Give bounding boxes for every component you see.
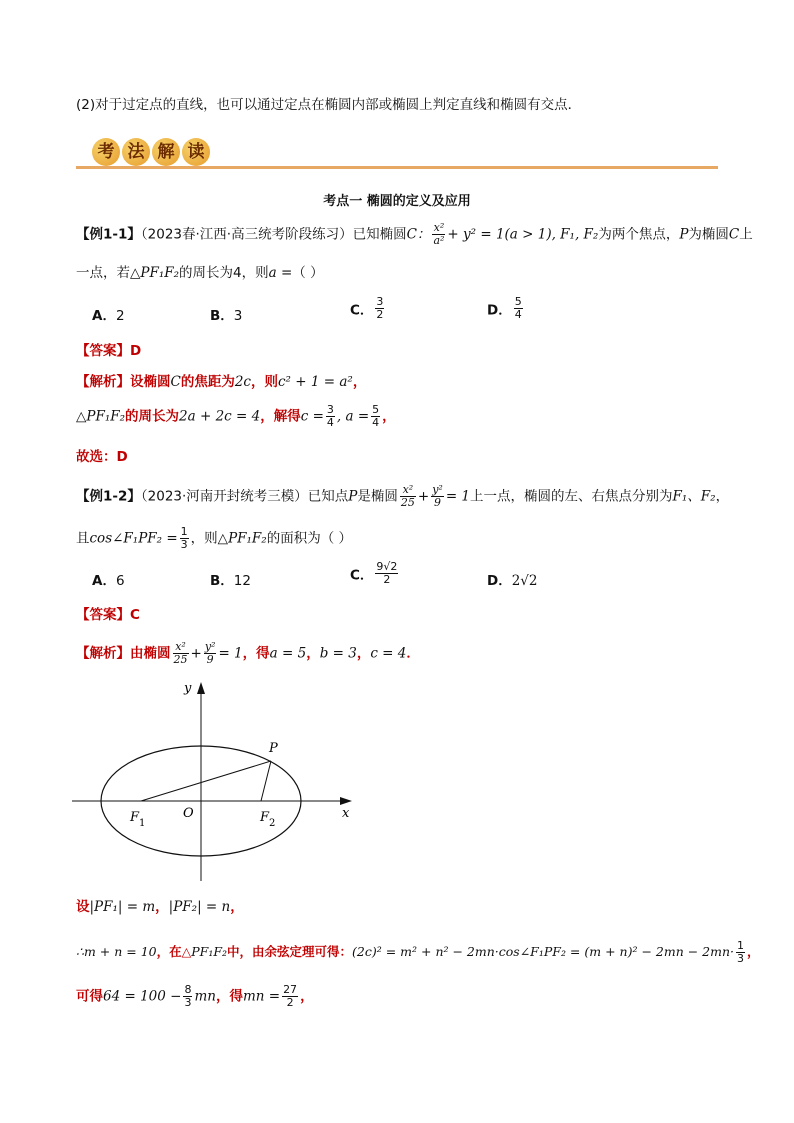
x-axis-label: x	[342, 806, 350, 821]
analysis-math: c² + 1 = a²	[278, 374, 353, 390]
solution-math: mn	[194, 988, 216, 1005]
f1-subscript: 1	[139, 818, 146, 829]
frac-den: 4	[326, 416, 334, 429]
frac-den: 2	[376, 308, 384, 321]
example2-foci: F₁、F₂	[672, 488, 716, 505]
example2-text: 是椭圆	[357, 488, 398, 505]
line-f1-p	[141, 761, 271, 801]
option-value: 2√2	[511, 573, 538, 589]
origin-label: O	[183, 806, 194, 821]
frac-num: 27	[283, 983, 298, 996]
analysis-text: ，则	[251, 374, 278, 390]
option-label: C．	[350, 302, 374, 319]
example1-option-d[interactable]	[487, 296, 525, 321]
solution-text: 中，由余弦定理可得：	[227, 944, 353, 959]
example2-text: 的面积为（ ）	[266, 530, 353, 547]
analysis-fraction-y	[204, 641, 217, 666]
frac-den: 3	[180, 538, 188, 551]
analysis-math: c = 4	[370, 645, 407, 662]
analysis-math: PF₁F₂	[86, 408, 126, 425]
banner-char-2: 法	[122, 138, 150, 166]
analysis-text: ，解得	[260, 408, 301, 425]
example1-ellipse-c: C	[728, 226, 740, 243]
solution-math: ∴m + n = 10	[76, 944, 157, 959]
option-label: D．	[487, 573, 512, 589]
example2-text: ，则△	[190, 530, 229, 547]
analysis-math: a = 5	[269, 645, 307, 662]
example2-text: ，	[715, 488, 730, 505]
frac-den: 4	[514, 308, 522, 321]
analysis-fraction	[326, 404, 335, 429]
analysis-text: 设椭圆	[130, 374, 171, 390]
solution-text: ，得	[215, 988, 243, 1005]
example1-triangle: PF₁F₂	[140, 265, 180, 281]
example2-answer	[76, 606, 140, 624]
frac-num: 1	[180, 525, 188, 538]
f1-label	[129, 810, 145, 829]
example1-option-a[interactable]	[92, 304, 125, 324]
choose-tag: 故选：	[76, 449, 117, 465]
example2-option-d[interactable]	[487, 569, 538, 589]
f2-subscript: 2	[269, 818, 276, 829]
example1-option-b[interactable]	[210, 304, 242, 324]
example2-cos: cos∠F₁PF₂ =	[89, 530, 178, 547]
option-value: 3	[233, 308, 243, 324]
y-axis-arrow	[197, 682, 205, 694]
solution-text: 可得	[76, 988, 103, 1005]
solution-text: ，	[300, 988, 314, 1005]
analysis-math: = 1	[218, 645, 243, 662]
example1-analysis-line1	[76, 373, 366, 391]
solution-text: 设	[76, 899, 90, 915]
solution-line2	[76, 940, 760, 965]
y-axis-label: y	[184, 681, 192, 696]
option-value: 12	[233, 573, 251, 589]
example1-blank: （ ）	[292, 265, 324, 281]
frac-den: 9	[206, 653, 214, 666]
frac-den: 3	[184, 996, 192, 1009]
banner-underline	[76, 166, 718, 169]
example2-fraction	[180, 526, 189, 551]
example2-source: （2023·河南开封统考三模）已知点	[140, 488, 349, 505]
frac-num: y²	[432, 483, 443, 496]
example2-fraction-y	[431, 484, 444, 509]
frac-num: 9√2	[376, 560, 398, 573]
example1-source: （2023春·江西·高三统考阶段练习）已知椭圆	[140, 226, 407, 243]
example1-a-eq: a =	[268, 265, 293, 281]
example2-stem-line1	[76, 484, 729, 509]
frac-den: 2	[286, 996, 294, 1009]
option-label: D．	[487, 302, 512, 319]
solution-math: |PF₂| = n	[168, 899, 231, 915]
frac-num: x²	[433, 221, 445, 234]
analysis-text: 的周长为	[125, 408, 180, 425]
example2-tag: 【例1-2】	[76, 488, 141, 505]
option-fraction	[375, 561, 398, 586]
option-label: A．	[92, 308, 116, 324]
solution-fraction	[282, 984, 298, 1009]
f1-letter: F	[130, 810, 140, 825]
frac-num: x²	[400, 484, 416, 497]
analysis-text: ，	[356, 645, 371, 662]
answer-tag: 【答案】	[76, 607, 130, 623]
banner-char-1: 考	[92, 138, 120, 166]
analysis-fraction	[371, 404, 380, 429]
frac-den: 25	[173, 653, 188, 666]
example1-text: 为椭圆	[688, 226, 729, 243]
solution-text: ，	[747, 944, 760, 959]
analysis-text: ．	[406, 645, 420, 662]
analysis-text: 的焦距为	[180, 374, 235, 390]
example2-analysis	[76, 641, 420, 666]
example1-text: 的周长为4，则	[179, 265, 269, 281]
solution-text: ，	[155, 899, 169, 915]
solution-line3	[76, 984, 314, 1009]
example2-plus: +	[417, 488, 430, 505]
example2-stem-line2	[76, 526, 352, 551]
x-axis-arrow	[340, 797, 352, 805]
frac-num: 5	[372, 403, 380, 416]
analysis-plus: +	[190, 645, 202, 662]
analysis-math: C	[170, 374, 181, 390]
example1-stem-line2	[76, 264, 324, 282]
analysis-tag: 【解析】	[76, 374, 130, 390]
example2-option-c[interactable]	[350, 561, 400, 586]
solution-text: ，在△	[156, 944, 192, 959]
answer-tag: 【答案】	[76, 343, 130, 359]
example1-tag: 【例1-1】	[76, 226, 141, 243]
frac-num: 3	[326, 403, 334, 416]
solution-math: mn =	[242, 988, 281, 1005]
choose-value: D	[116, 449, 128, 465]
example2-eq-rest: = 1	[445, 488, 471, 505]
solution-line1	[76, 898, 244, 916]
option-label: A．	[92, 573, 116, 589]
frac-den: 25	[400, 496, 415, 509]
analysis-text: ，	[306, 645, 320, 662]
option-label: C．	[350, 567, 374, 584]
analysis-text: ，得	[242, 645, 270, 662]
option-label: B．	[210, 573, 234, 589]
analysis-math: b = 3	[319, 645, 357, 662]
frac-den: a²	[433, 234, 445, 247]
example1-text: 上	[739, 226, 753, 243]
example2-text: 上一点，椭圆的左、右焦点分别为	[470, 488, 673, 505]
solution-math: |PF₁| = m	[89, 899, 156, 915]
analysis-math: , a =	[336, 408, 370, 425]
solution-math: (2c)² = m² + n² − 2mn·cos∠F₁PF₂ = (m + n)² − 2mn − 2mn·	[352, 944, 734, 959]
solution-text: ，	[230, 899, 244, 915]
option-label: B．	[210, 308, 234, 324]
frac-num: 1	[737, 939, 744, 952]
analysis-text: ，	[382, 408, 396, 425]
frac-num: 5	[514, 295, 522, 308]
intro-line: (2)对于过定点的直线，也可以通过定点在椭圆内部或椭圆上判定直线和椭圆有交点．	[76, 97, 582, 113]
analysis-tag: 【解析】	[76, 645, 130, 662]
analysis-text: 由椭圆	[130, 645, 171, 662]
example2-fraction-x	[400, 484, 416, 509]
solution-math: 64 = 100 −	[103, 988, 182, 1005]
frac-num: 3	[376, 295, 384, 308]
example1-ellipse-name: C：	[406, 226, 431, 243]
example1-text: 一点，若△	[76, 265, 141, 281]
frac-num: x²	[173, 641, 189, 654]
example1-choose	[76, 448, 128, 466]
example1-point-p: P	[679, 226, 689, 243]
example1-answer	[76, 342, 141, 360]
analysis-math: 2a + 2c = 4	[179, 408, 261, 425]
option-value: 2	[115, 308, 125, 324]
frac-den: 2	[383, 573, 391, 586]
example1-stem-line1	[76, 222, 753, 247]
example2-option-a[interactable]	[92, 569, 125, 589]
section-title: 考点一 椭圆的定义及应用	[323, 194, 471, 209]
analysis-fraction-x	[173, 641, 189, 666]
answer-value: C	[130, 607, 140, 623]
analysis-math: 2c	[234, 374, 251, 390]
answer-value: D	[130, 343, 142, 359]
section-banner	[76, 136, 718, 170]
example1-equation-rest: + y² = 1(a > 1), F₁, F₂	[447, 226, 599, 243]
analysis-text: △	[76, 408, 87, 425]
solution-fraction	[183, 984, 192, 1009]
example1-option-c[interactable]	[350, 296, 386, 321]
example2-triangle: PF₁F₂	[228, 530, 267, 547]
frac-den: 4	[372, 416, 380, 429]
ellipse-figure	[60, 676, 370, 886]
analysis-text: ，	[352, 374, 367, 390]
option-fraction	[375, 296, 384, 321]
frac-den: 9	[434, 496, 442, 509]
solution-math: PF₁F₂	[191, 944, 228, 959]
f2-letter: F	[260, 810, 270, 825]
example1-analysis-line2	[76, 404, 396, 429]
point-p-label: P	[269, 741, 278, 756]
option-value: 6	[115, 573, 125, 589]
example1-text: 为两个焦点，	[598, 226, 680, 243]
example1-fraction-x	[432, 222, 445, 247]
solution-fraction	[736, 940, 745, 965]
example2-point-p: P	[348, 488, 358, 505]
frac-den: 3	[737, 952, 744, 965]
frac-num: 8	[184, 983, 192, 996]
analysis-math: c =	[300, 408, 324, 425]
example2-option-b[interactable]	[210, 569, 251, 589]
frac-num: y²	[204, 640, 216, 653]
option-fraction	[514, 296, 523, 321]
example2-text: 且	[76, 530, 90, 547]
line-p-f2	[261, 761, 271, 801]
banner-char-3: 解	[152, 138, 180, 166]
f2-label	[259, 810, 275, 829]
banner-char-4: 读	[182, 138, 210, 166]
